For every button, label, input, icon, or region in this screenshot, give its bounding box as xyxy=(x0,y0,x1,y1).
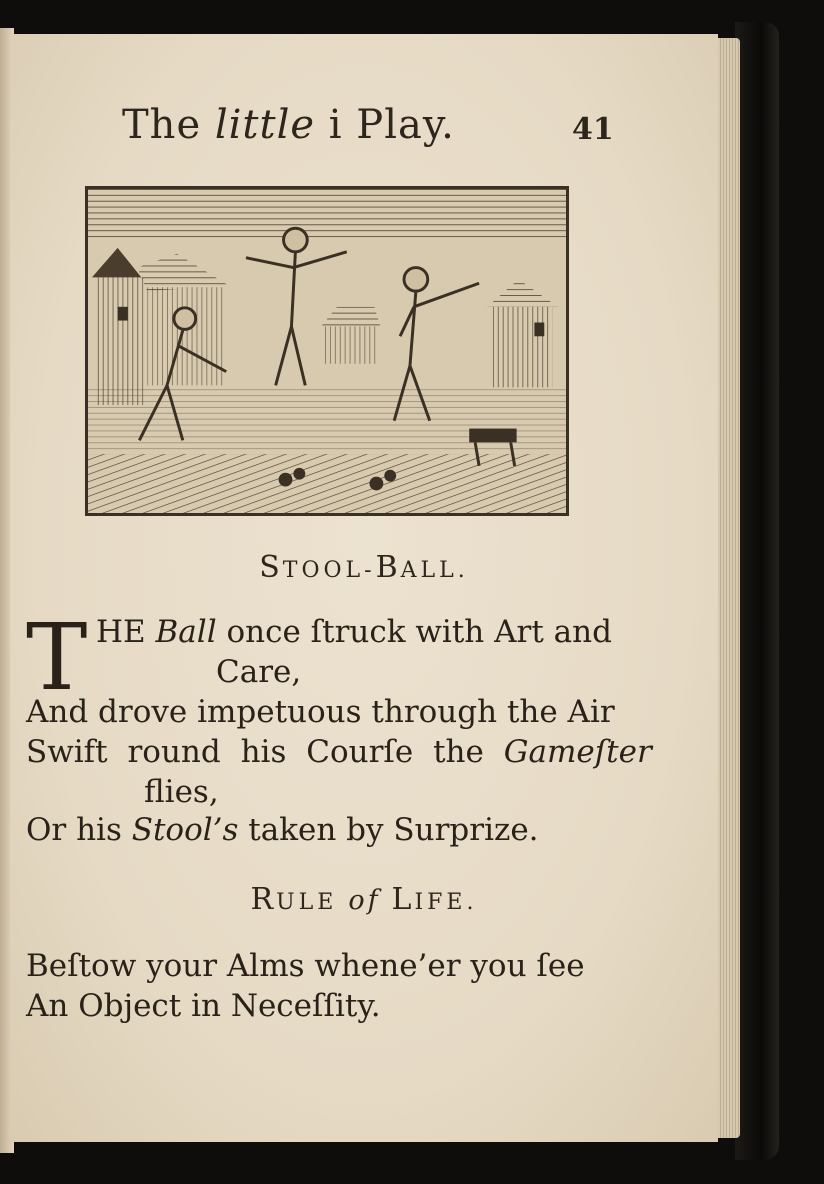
book-cover-spine xyxy=(735,22,779,1160)
poem-line-1-a: HE xyxy=(96,614,156,650)
page-number: 41 xyxy=(572,112,614,147)
poem-line-6-a: Or his xyxy=(26,812,132,848)
poem-line-4 xyxy=(26,734,652,770)
rule-title-of: of xyxy=(348,885,381,916)
rule-line-2: An Object in Neceſſity. xyxy=(26,988,381,1024)
poem-line-1-ball: Ball xyxy=(155,614,217,650)
section-title-initial-b: B xyxy=(375,550,401,585)
section-title-initial-s: S xyxy=(259,550,283,585)
rule-title-ife: IFE. xyxy=(414,890,478,915)
poem-line-1 xyxy=(96,614,612,650)
running-head-little: little xyxy=(214,102,316,148)
book-page xyxy=(10,34,718,1142)
rule-line-1: Beſtow your Alms whene’er you ſee xyxy=(26,948,585,984)
poem-line-2: Care, xyxy=(216,654,302,690)
section-title-rest-ball: ALL. xyxy=(400,558,469,583)
running-head xyxy=(122,102,455,148)
poem-line-6-c: taken by Surprize. xyxy=(238,812,539,848)
poem-line-6 xyxy=(26,812,539,848)
rule-title-r: R xyxy=(250,882,277,917)
running-head-play: i Play. xyxy=(328,102,455,148)
woodcut-engraving-icon xyxy=(85,186,569,516)
poem-line-4-gamester: Gameſter xyxy=(503,734,652,770)
section-title-rest-stool: TOOL- xyxy=(282,558,376,583)
drop-cap: T xyxy=(26,604,88,711)
poem-line-3: And drove impetuous through the Air xyxy=(26,694,615,730)
poem-line-6-stools: Stool’s xyxy=(131,812,239,848)
poem-line-5: flies, xyxy=(144,774,219,810)
poem-line-1-c: once ſtruck with Art and xyxy=(216,614,612,650)
poem-line-4-a: Swift round his Courſe the xyxy=(26,734,504,770)
rule-title-ule: ULE xyxy=(276,890,338,915)
rule-title xyxy=(10,882,718,917)
section-title xyxy=(10,550,718,585)
running-head-the: The xyxy=(122,102,202,148)
rule-title-l: L xyxy=(391,882,415,917)
